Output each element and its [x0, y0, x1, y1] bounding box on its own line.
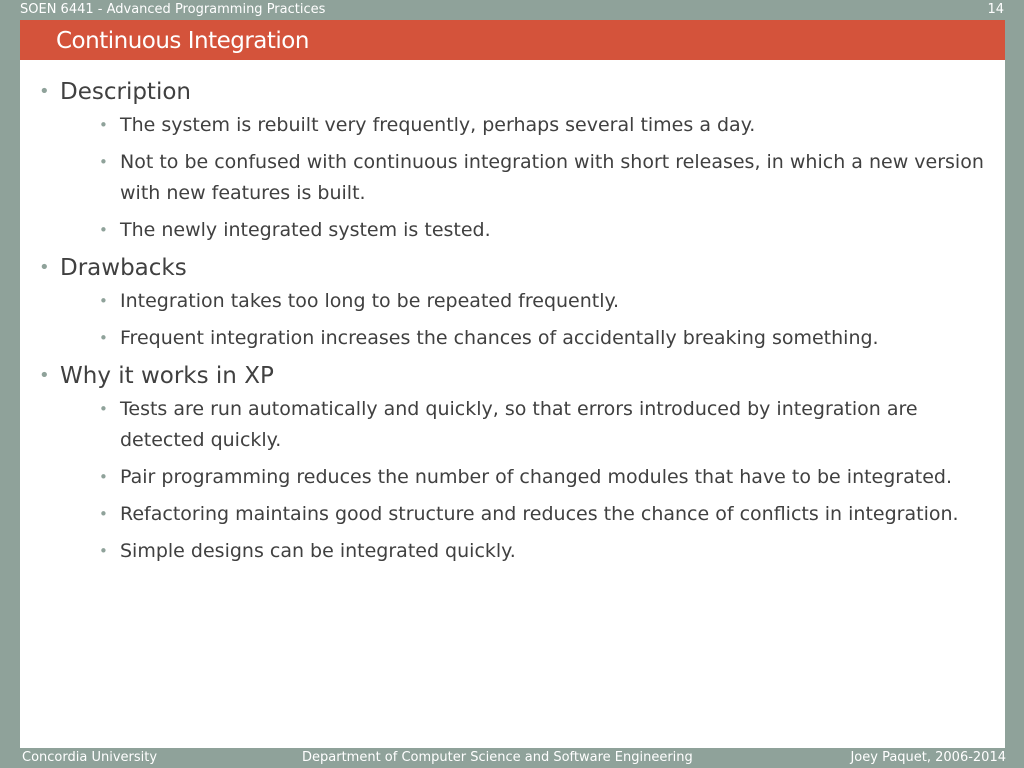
bullet-icon: • — [99, 329, 108, 347]
list-item-text: Simple designs can be integrated quickly. — [120, 540, 516, 562]
bullet-icon: • — [99, 153, 108, 171]
list-item-text: The newly integrated system is tested. — [120, 219, 491, 241]
list-item-text: Refactoring maintains good structure and reduces the chance of conflicts in integration. — [120, 503, 959, 525]
footer-university: Concordia University — [22, 750, 158, 765]
section-heading: Why it works in XP — [60, 363, 274, 389]
bullet-icon: • — [39, 81, 50, 102]
section-why-xp — [20, 360, 1005, 567]
course-title: SOEN 6441 - Advanced Programming Practices — [20, 2, 326, 17]
footer-author: Joey Paquet, 2006-2014 — [850, 750, 1006, 765]
slide-title: Continuous Integration — [56, 28, 309, 54]
section-drawbacks — [20, 252, 1005, 354]
bullet-icon: • — [39, 365, 50, 386]
bullet-icon: • — [99, 505, 108, 523]
list-item-text: Tests are run automatically and quickly, so that errors introduced by integration are detected quickly. — [120, 398, 918, 451]
list-item — [99, 536, 1005, 567]
sub-list — [60, 394, 1005, 567]
list-item-text: Integration takes too long to be repeated frequently. — [120, 290, 620, 312]
sub-list — [60, 286, 1005, 354]
bullet-icon: • — [99, 468, 108, 486]
title-bar — [20, 20, 1005, 60]
list-item — [99, 215, 1005, 246]
bullet-icon: • — [99, 116, 108, 134]
section-heading: Description — [60, 79, 191, 105]
section-heading: Drawbacks — [60, 255, 187, 281]
list-item — [99, 462, 1005, 493]
footer-department: Department of Computer Science and Software Engineering — [302, 750, 693, 765]
footer — [0, 748, 1024, 768]
top-bar — [0, 0, 1024, 20]
slide-number: 14 — [987, 2, 1004, 17]
bullet-list — [20, 76, 1005, 573]
list-item — [99, 286, 1005, 317]
bullet-icon: • — [99, 292, 108, 310]
list-item-text: The system is rebuilt very frequently, perhaps several times a day. — [120, 114, 756, 136]
list-item — [99, 499, 1005, 530]
list-item — [99, 394, 1005, 456]
bullet-icon: • — [99, 221, 108, 239]
list-item — [99, 147, 1005, 209]
bullet-icon: • — [39, 257, 50, 278]
bullet-icon: • — [99, 542, 108, 560]
bullet-icon: • — [99, 400, 108, 418]
list-item-text: Frequent integration increases the chances of accidentally breaking something. — [120, 327, 879, 349]
list-item — [99, 110, 1005, 141]
list-item — [99, 323, 1005, 354]
section-description — [20, 76, 1005, 246]
list-item-text: Not to be confused with continuous integration with short releases, in which a new version with new features is built. — [120, 151, 984, 204]
list-item-text: Pair programming reduces the number of changed modules that have to be integrated. — [120, 466, 953, 488]
sub-list — [60, 110, 1005, 246]
slide-content — [20, 60, 1005, 748]
